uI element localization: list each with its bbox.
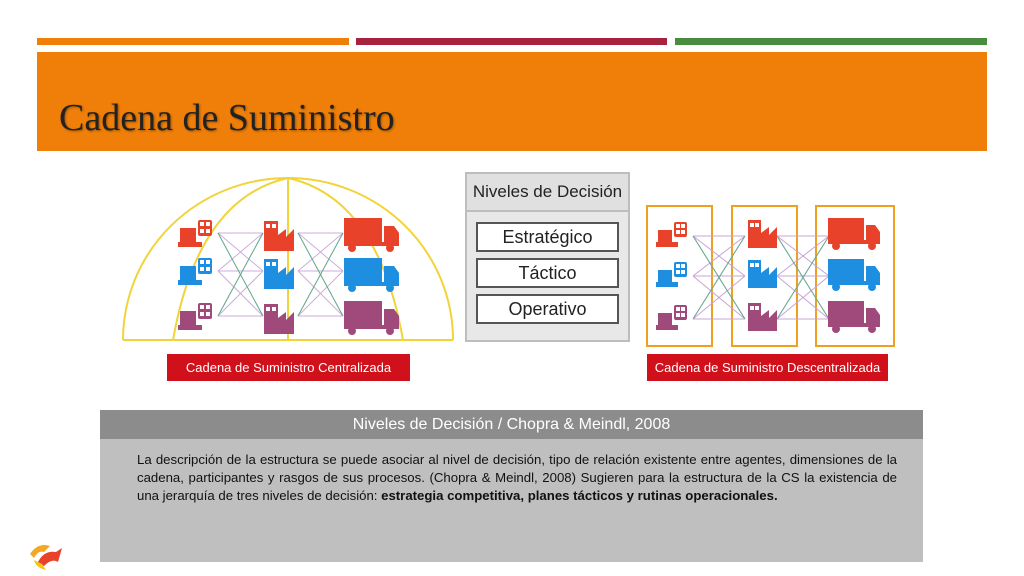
supplier-icon — [656, 262, 687, 287]
truck-icon — [828, 218, 880, 250]
centralized-label: Cadena de Suministro Centralizada — [167, 354, 410, 381]
accent-stripe-green — [675, 38, 987, 45]
description-body: La descripción de la estructura se puede asociar al nivel de decisión, tipo de relación existente entre agentes, dimensiones de la cadena, participantes y rasgos de sus procesos. (Chopra & Meindl, 2008) Sugieren para la estructura de la CS la existencia de una jerarquía de tres niveles de decisión: — [137, 452, 897, 503]
logo-icon — [28, 540, 64, 572]
decision-levels-header: Niveles de Decisión — [467, 174, 628, 212]
title-band — [37, 52, 987, 151]
description-text — [137, 451, 897, 505]
supplier-icon — [178, 220, 212, 247]
level-operational: Operativo — [476, 294, 619, 324]
factory-icon — [264, 259, 294, 289]
supplier-icon — [656, 305, 687, 330]
truck-icon — [344, 218, 399, 252]
decision-levels-box — [465, 172, 630, 342]
description-bold: estrategia competitiva, planes tácticos y rutinas operacionales. — [381, 488, 778, 503]
factory-icon — [748, 220, 777, 248]
factory-icon — [748, 260, 777, 288]
description-header: Niveles de Decisión / Chopra & Meindl, 2008 — [100, 410, 923, 439]
supplier-icon — [656, 222, 687, 247]
truck-icon — [828, 259, 880, 291]
decentralized-label: Cadena de Suministro Descentralizada — [647, 354, 888, 381]
centralized-diagram — [118, 170, 458, 345]
level-tactical: Táctico — [476, 258, 619, 288]
accent-stripe-orange — [37, 38, 349, 45]
level-strategic: Estratégico — [476, 222, 619, 252]
truck-icon — [344, 301, 399, 335]
slide-title: Cadena de Suministro — [59, 97, 395, 139]
supplier-icon — [178, 303, 212, 330]
factory-icon — [264, 221, 294, 251]
accent-stripe-red — [356, 38, 667, 45]
decentralized-diagram — [645, 204, 897, 349]
factory-icon — [264, 304, 294, 334]
factory-icon — [748, 303, 777, 331]
truck-icon — [344, 258, 399, 292]
description-box — [100, 410, 923, 562]
truck-icon — [828, 301, 880, 333]
